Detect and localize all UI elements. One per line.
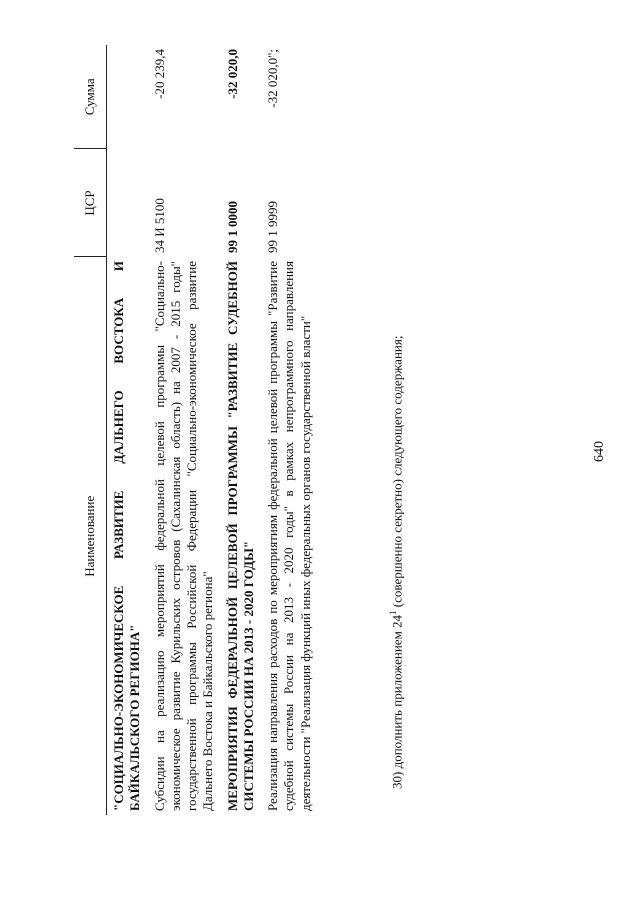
table-row <box>261 45 318 815</box>
row-amount: -32 020,0 <box>224 49 240 99</box>
footer-superscript: 1 <box>388 610 398 615</box>
header-name: Наименование <box>74 257 107 815</box>
row-code <box>107 149 148 257</box>
row-amount <box>107 45 148 149</box>
footer-text-after: (совершенно секретно) следующего содержания; <box>389 335 405 611</box>
row-amount: -32 020,0"; <box>265 49 280 108</box>
row-code: 99 1 0000 <box>224 201 240 253</box>
row-name: МЕРОПРИЯТИЯ ФЕДЕРАЛЬНОЙ ЦЕЛЕВОЙ ПРОГРАММЫ "РАЗВИТИЕ СУДЕБНОЙ СИСТЕМЫ РОССИИ НА 2013 - 2020 ГОДЫ" <box>224 261 256 811</box>
budget-table <box>74 45 318 815</box>
table-header-row <box>74 45 107 815</box>
page-number: 640 <box>592 441 607 462</box>
footer-paragraph <box>388 336 405 789</box>
header-amount: Сумма <box>74 45 107 149</box>
footer-text-before: 30) дополнить приложением 24 <box>389 614 405 789</box>
row-name: Субсидии на реализацию мероприятий федеральной целевой программы "Социально-экономическое развитие Курильских островов (Сахалинская область) на 2007 - 2015 годы" государственной программы Российской Федерации "Социально-экономическое развитие Дальнего Востока и Байкальского региона" <box>151 261 216 811</box>
table-row <box>221 45 262 815</box>
row-name: "СОЦИАЛЬНО-ЭКОНОМИЧЕСКОЕ РАЗВИТИЕ ДАЛЬНЕГО ВОСТОКА И БАЙКАЛЬСКОГО РЕГИОНА" <box>111 261 143 811</box>
row-code: 99 1 9999 <box>265 201 280 253</box>
row-code: 34 И 5100 <box>151 198 167 253</box>
row-name: Реализация направления расходов по мероприятиям федеральной целевой программы "Развитие судебной системы России на 2013 - 2020 годы" в рамках непрограммного направления деятельности "Реализация функций иных федеральных органов государственной власти" <box>265 261 313 811</box>
header-code: ЦСР <box>74 149 107 257</box>
table-row <box>148 45 221 815</box>
table-row <box>107 45 148 815</box>
row-amount: -20 239,4 <box>151 49 167 99</box>
